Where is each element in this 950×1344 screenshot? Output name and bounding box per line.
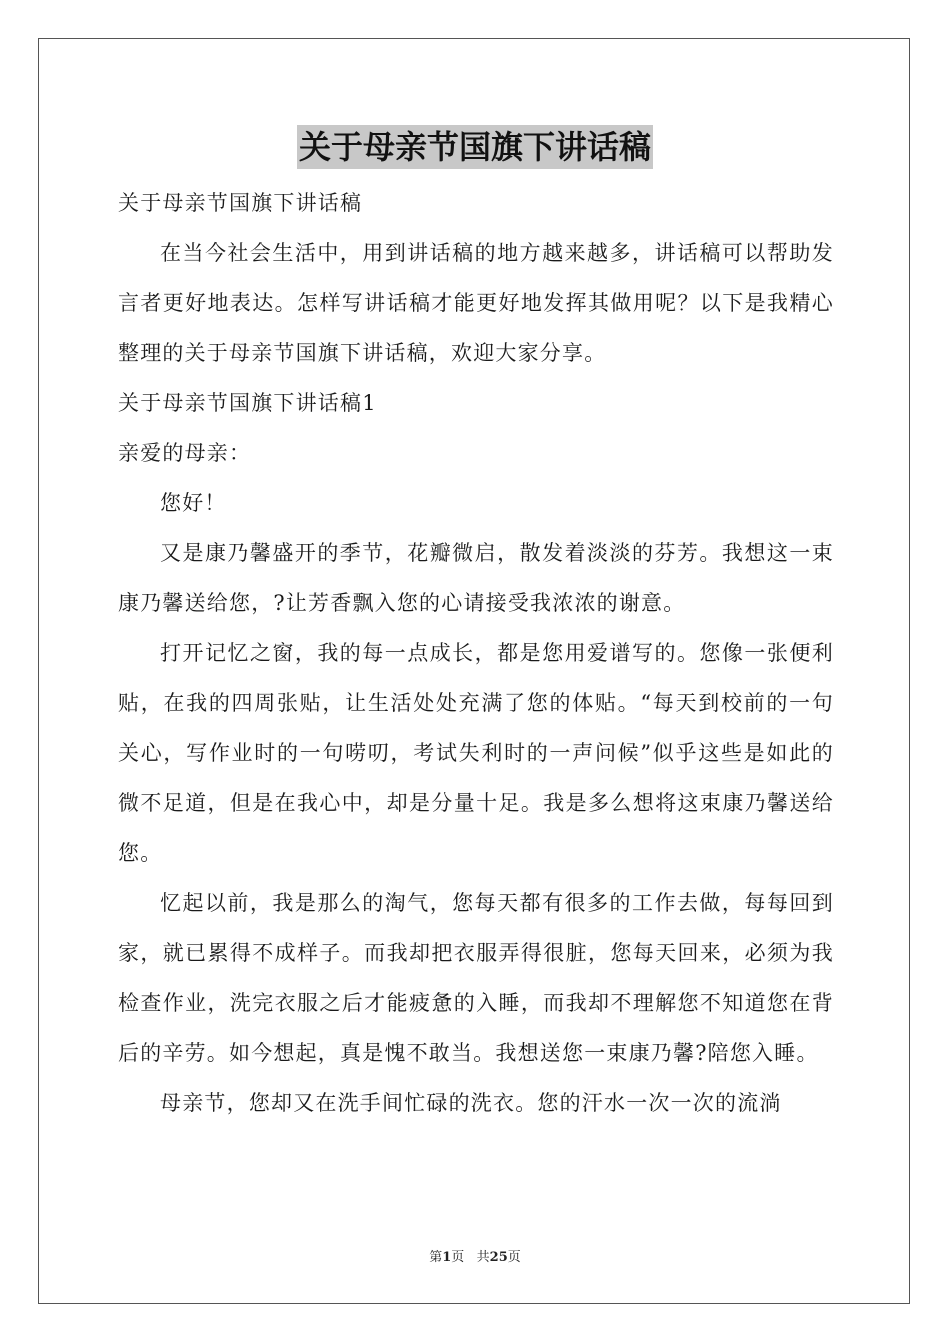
body-paragraph: 关于母亲节国旗下讲话稿 — [118, 191, 363, 215]
footer-page-suffix: 页 — [507, 1250, 521, 1265]
title-container — [0, 125, 950, 169]
body-paragraph: 您好！ — [160, 491, 227, 515]
footer-page-mid: 页 共 — [451, 1250, 490, 1265]
page-title: 关于母亲节国旗下讲话稿 — [297, 125, 653, 169]
footer-page-total: 25 — [489, 1250, 508, 1265]
body-paragraph: 母亲节，您却又在洗手间忙碌的洗衣。您的汗水一次一次的流淌 — [160, 1091, 782, 1115]
body-paragraph: 又是康乃馨盛开的季节，花瓣微启，散发着淡淡的芬芳。我想这一束康乃馨送给您，?让芳香飘入您的心请接受我浓浓的谢意。 — [118, 541, 834, 615]
body-paragraph: 打开记忆之窗，我的每一点成长，都是您用爱谱写的。您像一张便利贴，在我的四周张贴，让生活处处充满了您的体贴。“每天到校前的一句关心，写作业时的一句唠叨，考试失利时的一声问候”似乎这些是如此的微不足道，但是在我心中，却是分量十足。我是多么想将这束康乃馨送给您。 — [118, 641, 834, 865]
document-body — [118, 178, 834, 1128]
footer-page-current: 1 — [442, 1250, 452, 1265]
page-footer — [0, 1246, 950, 1265]
body-paragraph: 忆起以前，我是那么的淘气，您每天都有很多的工作去做，每每回到家，就已累得不成样子。而我却把衣服弄得很脏，您每天回来，必须为我检查作业，洗完衣服之后才能疲惫的入睡，而我却不理解您不知道您在背后的辛劳。如今想起，真是愧不敢当。我想送您一束康乃馨?陪您入睡。 — [118, 891, 834, 1065]
body-paragraph: 亲爱的母亲： — [118, 441, 252, 465]
body-paragraph: 关于母亲节国旗下讲话稿1 — [118, 391, 377, 415]
body-paragraph: 在当今社会生活中，用到讲话稿的地方越来越多，讲话稿可以帮助发言者更好地表达。怎样写讲话稿才能更好地发挥其做用呢？以下是我精心整理的关于母亲节国旗下讲话稿，欢迎大家分享。 — [118, 241, 834, 365]
footer-page-prefix: 第 — [429, 1250, 443, 1265]
